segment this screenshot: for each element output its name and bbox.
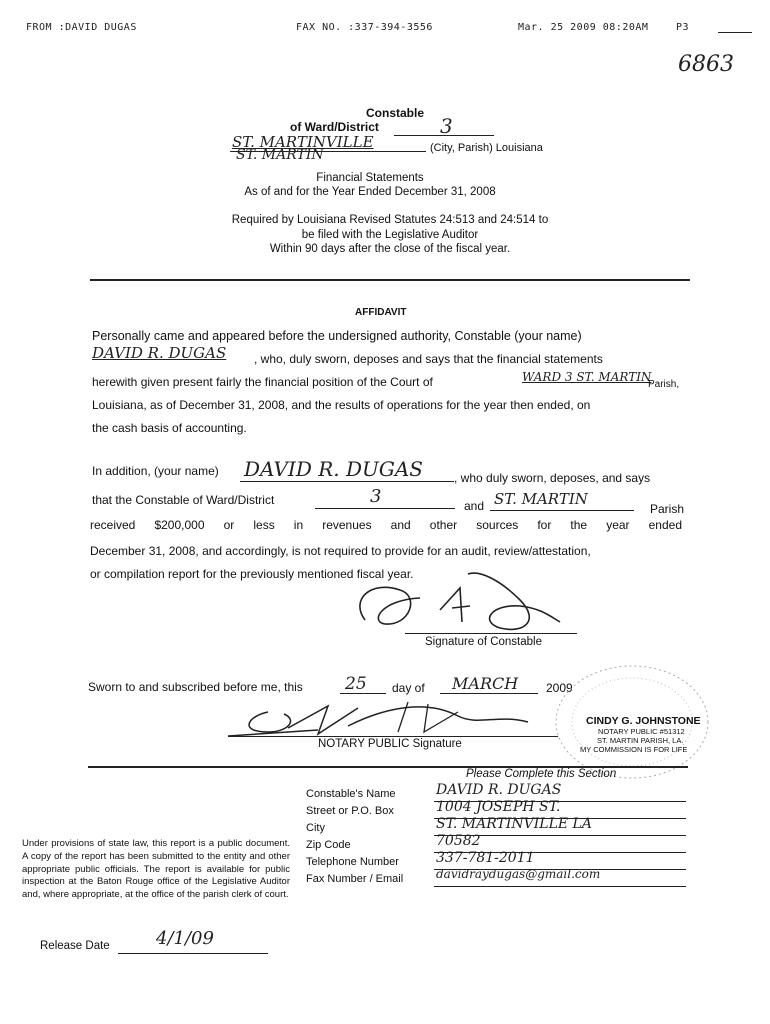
affidavit-p2-line3: received $200,000 or less in revenues and other sources for the year ended [90,518,682,532]
sworn-year: 2009 [546,681,573,695]
release-date-label: Release Date [40,940,110,952]
contact-value-name: DAVID R. DUGAS [436,782,562,798]
document-number: 6863 [678,52,734,77]
release-date-line [118,953,268,954]
parish-value: ST. MARTIN [236,147,324,163]
subtitle-financial: Financial Statements [316,172,424,184]
affidavit-p2-name-line [240,481,454,482]
affidavit-p1-line3: herewith given present fairly the financial position of the Court of [92,375,433,389]
affidavit-p1-line2: , who, duly sworn, deposes and says that the financial statements [254,352,603,366]
contact-value-email: davidraydugas@gmail.com [436,867,601,881]
affidavit-p2-parish-word: Parish [650,502,685,516]
sworn-month: MARCH [452,674,519,693]
ward-label: of Ward/District [290,120,379,134]
contact-label-street: Street or P.O. Box [306,805,394,817]
contact-heading: Please Complete this Section [466,768,617,780]
affidavit-p2-parish-line [490,510,634,511]
affidavit-p2-line1b: , who duly sworn, deposes, and says [454,471,651,485]
affidavit-p2-line2: that the Constable of Ward/District [92,493,275,507]
notary-signature-line [228,736,558,737]
affidavit-title: AFFIDAVIT [355,307,407,318]
affidavit-p1-name: DAVID R. DUGAS [92,344,227,362]
affidavit-p2-line5: or compilation report for the previously mentioned fiscal year. [90,567,414,581]
notary-signature-label: NOTARY PUBLIC Signature [318,738,462,750]
affidavit-p2-and: and [464,499,485,513]
affidavit-p1-line5: the cash basis of accounting. [92,421,247,435]
sworn-day-of: day of [392,681,425,695]
fax-number: FAX NO. :337-394-3556 [296,22,433,33]
fax-date-time: Mar. 25 2009 08:20AM [518,22,649,33]
contact-value-phone: 337-781-2011 [436,850,535,866]
release-date-value: 4/1/09 [156,928,214,949]
contact-row-email [306,867,686,887]
title-rule [90,279,690,281]
notary-signature [228,692,538,740]
affidavit-p2-label: In addition, (your name) [92,464,219,478]
contact-label-name: Constable's Name [306,788,396,800]
required-line-3: Within 90 days after the close of the fiscal year. [269,243,511,255]
constable-signature-line [405,633,577,634]
legal-notice: Under provisions of state law, this report is a public document. A copy of the report has been submitted to the entity and other appropriate public officials. The report is available for public inspection at the Baton Rouge office of the Legislative Auditor and, where appropriate, at the office of the parish clerk of court. [22,838,290,901]
contact-label-email: Fax Number / Email [306,873,404,885]
ward-value: 3 [440,114,453,138]
contact-value-zip: 70582 [436,833,481,849]
required-line-1: Required by Louisiana Revised Statutes 24:513 and 24:514 to [231,214,549,226]
sworn-day: 25 [345,674,367,694]
contact-line-email [434,886,686,887]
fax-header-rule [718,32,752,33]
required-line-2: be filed with the Legislative Auditor [301,229,479,241]
contact-label-zip: Zip Code [306,839,351,851]
affidavit-p2-ward: 3 [370,486,382,507]
contact-row-city [306,816,686,836]
fax-from: FROM :DAVID DUGAS [26,22,137,33]
stamp-commission: MY COMMISSION IS FOR LIFE [580,745,688,754]
affidavit-p1-line1: Personally came and appeared before the undersigned authority, Constable (your name) [92,329,582,343]
affidavit-p2-ward-line [315,508,455,509]
contact-label-phone: Telephone Number [306,856,399,868]
contact-value-street: 1004 JOSEPH ST. [436,799,561,815]
subtitle-period: As of and for the Year Ended December 31, 2008 [244,186,496,198]
affidavit-p2-name: DAVID R. DUGAS [244,457,424,481]
affidavit-p2-parish: ST. MARTIN [494,490,588,508]
constable-signature-label: Signature of Constable [425,636,542,648]
contact-value-city: ST. MARTINVILLE LA [436,816,592,832]
affidavit-p1-parish: Parish, [648,379,680,390]
constable-signature [350,560,580,640]
city-value: ST. MARTINVILLE [232,133,374,151]
sworn-text: Sworn to and subscribed before me, this [88,680,303,694]
form-title: Constable [366,106,425,120]
affidavit-p1-court: WARD 3 ST. MARTIN [522,370,652,384]
city-parish-label: (City, Parish) Louisiana [430,142,543,154]
contact-label-city: City [306,822,325,834]
stamp-notary-number: NOTARY PUBLIC #51312 [598,727,685,736]
stamp-parish: ST. MARTIN PARISH, LA. [597,736,684,745]
fax-page: P3 [676,22,690,33]
affidavit-p1-line4: Louisiana, as of December 31, 2008, and the results of operations for the year then ended, on [92,398,591,412]
affidavit-p2-line4: December 31, 2008, and accordingly, is not required to provide for an audit, review/attestation, [90,544,591,558]
stamp-name: CINDY G. JOHNSTONE [586,715,701,727]
